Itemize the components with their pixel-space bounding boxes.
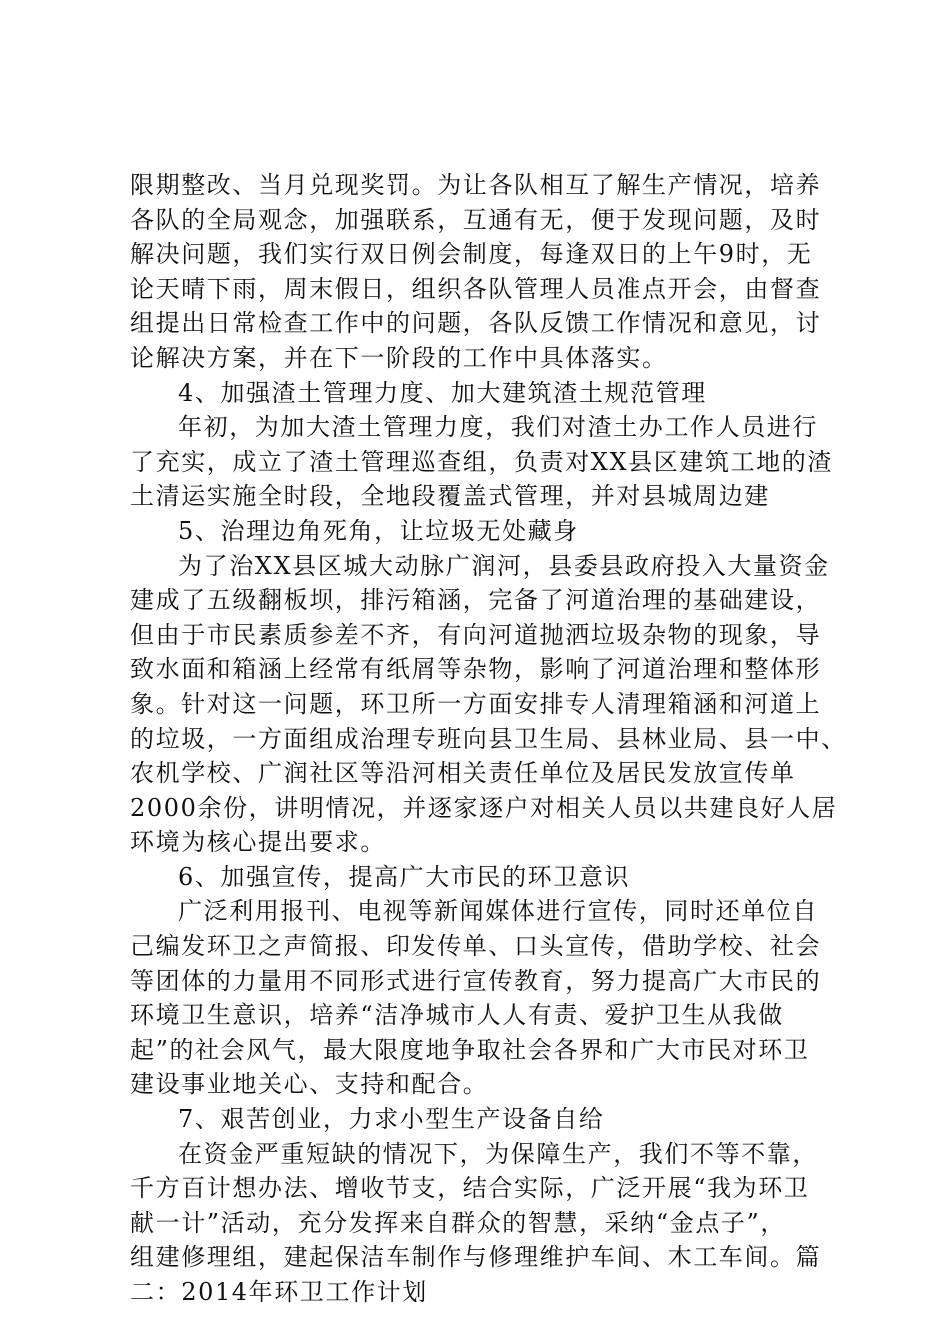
text-line: 2000余份，讲明情况，并逐家逐户对相关人员以共建良好人居: [130, 793, 838, 822]
text-line: 组提出日常检查工作中的问题，各队反馈工作情况和意见，讨: [130, 309, 822, 338]
text-line: 限期整改、当月兑现奖罚。为让各队相互了解生产情况，培养: [130, 171, 822, 199]
text-line: 建成了五级翻板坝，排污箱涵，完备了河道治理的基础建设，: [130, 586, 822, 615]
text-line: 各队的全局观念，加强联系，互通有无，便于发现问题，及时: [130, 205, 822, 234]
text-line: 象。针对这一问题，环卫所一方面安排专人清理箱涵和河道上: [130, 689, 822, 718]
section-heading: 5、治理边角死角，让垃圾无处藏身: [178, 516, 579, 545]
text-line: 论解决方案，并在下一阶段的工作中具体落实。: [130, 343, 668, 372]
document-body: [130, 168, 850, 1310]
text-line: 农机学校、广润社区等沿河相关责任单位及居民发放宣传单: [130, 759, 796, 788]
section-heading: 6、加强宣传，提高广大市民的环卫意识: [178, 862, 631, 891]
text-line: 了充实，成立了渣土管理巡查组，负责对XX县区建筑工地的渣: [130, 447, 833, 476]
text-line: 等团体的力量用不同形式进行宣传教育，努力提高广大市民的: [130, 966, 822, 995]
section-heading: 4、加强渣土管理力度、加大建筑渣土规范管理: [178, 378, 707, 407]
section-heading: 7、艰苦创业，力求小型生产设备自给: [178, 1105, 605, 1134]
paragraph-first-line: 在资金严重短缺的情况下，为保障生产，我们不等不靠，: [178, 1139, 818, 1168]
text-line: 组建修理组，建起保洁车制作与修理维护车间、木工车间。篇: [130, 1243, 822, 1272]
text-line: 己编发环卫之声简报、印发传单、口头宣传，借助学校、社会: [130, 932, 822, 961]
text-line: 致水面和箱涵上经常有纸屑等杂物，影响了河道治理和整体形: [130, 655, 822, 684]
text-line: 的垃圾，一方面组成治理专班向县卫生局、县林业局、县一中、: [130, 724, 847, 753]
paragraph-first-line: 年初，为加大渣土管理力度，我们对渣土办工作人员进行: [178, 413, 818, 442]
text-line: 建设事业地关心、支持和配合。: [130, 1070, 489, 1099]
text-line: 起”的社会风气，最大限度地争取社会各界和广大市民对环卫: [130, 1035, 810, 1064]
text-line: 二：2014年环卫工作计划: [130, 1278, 428, 1306]
text-line: 土清运实施全时段，全地段覆盖式管理，并对县城周边建: [130, 482, 770, 511]
text-line: 环境为核心提出要求。: [130, 828, 386, 857]
text-line: 千方百计想办法、增收节支，结合实际，广泛开展“我为环卫: [130, 1174, 810, 1203]
text-line: 献一计”活动，充分发挥来自群众的智慧，采纳“金点子”，: [130, 1208, 787, 1237]
text-line: 环境卫生意识，培养“洁净城市人人有责、爱护卫生从我做: [130, 1001, 784, 1030]
paragraph-first-line: 广泛利用报刊、电视等新闻媒体进行宣传，同时还单位自: [178, 897, 818, 926]
text-line: 解决问题，我们实行双日例会制度，每逢双日的上午9时，无: [130, 240, 813, 269]
text-line: 论天晴下雨，周末假日，组织各队管理人员准点开会，由督查: [130, 274, 822, 303]
text-line: 但由于市民素质参差不齐，有向河道抛洒垃圾杂物的现象，导: [130, 620, 822, 649]
paragraph-first-line: 为了治XX县区城大动脉广润河，县委县政府投入大量资金: [178, 551, 830, 580]
